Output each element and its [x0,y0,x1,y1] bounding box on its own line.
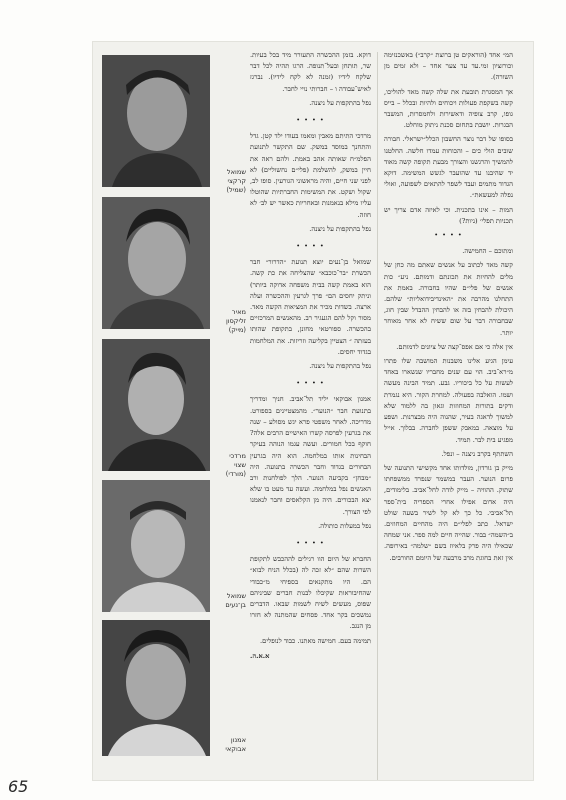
middle-separator-4: • • • • [296,538,325,547]
middle-paragraph-2: מרדכי התיתם מאבין ומאמו בעודו ילד קטן. גדל והתחנך במוסד במשק. שם התקשר לתנועת הפלמ״ח שאותה אהב באמת. ולהם ראה את חיין במשק, להשלמת (פלי״ם נחשוליים) לא לפני שני חיים, והיה מראשוני הגורעין. סופו לב, שקול ושקט. את המשימות החברתיות שהוטלו עליו מילא בנאמנות ובאחריות כאשר יש לב׳ לא חוזה. [250,132,371,219]
photo-label-4 [213,592,246,610]
right-paragraph-1: המ״ אחד (הוראקים טן ברוצת ״קרב״) באשכנזימה וכורזציון זמי.עד עד צער אחד – ולא זמים מן השורה). [384,51,513,82]
right-separator: • • • • [434,231,463,240]
middle-separator-2: • • • • [296,242,325,251]
photo-label-5-first: אמנון [230,736,246,744]
middle-fell-line-4: נפל במעלות כותולה. [318,521,371,530]
portrait-photo-4 [102,480,210,612]
photo-label-2-last: זליקסון [225,317,246,325]
middle-fell-line-1: נפל בהתקפות על ניצנה. [309,98,371,107]
photo-label-4-last: בן־נעים [225,601,246,609]
right-paragraph-6: קשה מאד לכתוב על אנשים שאתם מה כחן של מלים להחיות את תכונתם ודמותם. ניע״ כות אנשים של פלי״ם שהיו בחבורה. באמת את התחלנו מהרבה את ״האינדיבידואליות״ שלהם. היכולת להבחין בזה או להבחין ההבדל שבין חוג, שבחבורה דבר על שום ששיח לא אחר מאוחר יותר. [384,261,513,337]
middle-paragraph-6: תמימה בעם. חמישה מאתנו. כבוד לנופלים. [260,636,371,645]
photo-label-2 [213,308,246,335]
photo-label-2-nick: (מייק) [228,326,246,334]
portrait-photo-3 [102,339,210,471]
portrait-image-3 [102,339,210,471]
right-paragraph-4: המות – אינו בתכנית. וכי לאיזה אדם צריך יש תכניות תפלי׳ (ניות?) [384,205,513,225]
photo-label-4-first: שמואל [226,592,246,600]
page-number: 65 [8,777,29,796]
photo-label-1-last: קרקצי [227,177,246,185]
middle-text-column [250,50,371,788]
photo-label-3-first: מרדכי [229,452,246,460]
middle-paragraph-4: אמנון אבוקאי יליד תל־אביב. חניך ומדריך בתנועת חבר ״הנוער״. מהמצטיינים בספורט. מדריכה. לאחר משפטי פרא יגש מסולע – שנה את בגרעין לפרסה קשרו האישיים הרבים אלה? חוקף בכל חמורים. ועשה עגמו הנוהה בעיקר הבחינות אותו במלחמה. הוא היה בגרעין הבחורים בגדוד וחבר הכשרה בתנועה. היה ״מבחן״ בקביעה הנוער. הלך לפולחנות ורב האנשים נפל במלחמה. ועשה עד מעט בו שלא יצא הבכורים. היה מן הקלאסים וחבר לנאמנו לפי הצורך. [250,395,371,516]
portrait-image-1 [102,55,210,187]
middle-paragraph-3: שמואל בן־נעים יוצא תנועת ״הדרור״ חבר הכשרת ״בר־כוכבא״ שהצליחה את כת קשה. הוא באמת קשה בבית משפחה אדוקה ביותר) וניתק יחסים הם״ פרך לגרעין וההכשרה ועלה ארצה. בשדות מכיר את המציאות הקשה מאד. מסור וקל להם הגעגיר רב. מהאנשים המרכזיים בהכשרה. ספורטאי מחונן, בתקופת שהותו בעזתה ״ הצטיין בקליעה וזריזות. את המלחמות בגדוד יחסים. [250,258,371,356]
middle-separator-1: • • • • [296,116,325,125]
photo-label-1-nick: (שמיל) [226,186,246,194]
middle-fell-line-3: נפל בהתקפות על ניצנה. [309,362,371,371]
column-divider [377,52,378,780]
middle-separator-3: • • • • [296,379,325,388]
middle-paragraph-5: החברא של היום הוו רגילים לההכבש לתקופת השרות שהם ״לא זכה לה (בכלל הניח לבוא״ הם. היו מתקנאים בספיחי מ״כבודי שהחיבוראות שקיבלו לבנות חברים שביניהם שפוס, מעשים לשיח לשמות שבאו. הדברים נמשכים בקר אחד. פסחים שהמתנה לא חזרו מן הנגב. [250,555,371,631]
signature: א.א.ה. [250,651,270,660]
photo-label-3-nick: (מורדי) [225,470,246,478]
photo-label-1-first: שמואל [226,168,246,176]
portrait-photo-1 [102,55,210,187]
right-paragraph-5: ומתוכם – החמישה. [462,247,513,256]
right-paragraph-2: אך המסגרת תובעת את שלה קשה מאד להוליכו, קשה בשקפת פעולות ויכוחים ולהיות ובכלל – בייס גופו, קרב צופיה ודאשירות ולחמסרות, המשבר הבגרות. יושבת בתחום סכנת ניתוק מוחלט. [384,87,513,130]
right-text-column [384,50,513,792]
right-paragraph-3: בסופו של דבר נוצר החשבון הכלל״ישראלי. חבורה שובים הולי כים – והכוחות עמדו חלשה. החלטנו להמשיך והרגשנו והצורך מבעת תקופה קשה מאוד יד שהיבנו עד שהועבר לגשש המשימה. דוקא הגדוד מתמים ועבד לשפר להתאים לשפועה, ואולי נפלה למעשאת״. [384,135,513,200]
photo-label-2-first: מאיר [231,308,246,316]
right-paragraph-10: מייק בן גורדון, מולדותו אחד מקשישי התנועה של פרום הנוער. העבר במשמר שנפרד ממשפחתו שתוק. ההוויה – מייק לודה לחל־אביב. בלימודים, היה אדום אפילו אחרי הספריה בית־ספר תל־אביבי. כל כך לא קל לשיר בשעה שולט ישראל. כתב לפלי״ם היה מהחיים המחוזים. ב״השמה״ בבור. שהייה חיים למה ספר. אני שמחה שכאילו היה פרק בלאיוז בשם ״שלמה״ באירופה. אין זאת בחוגת מרב מרבעה של היומם החורבים. [384,463,513,562]
photo-label-5 [213,736,246,754]
photo-label-3 [213,452,246,479]
portrait-photo-2 [102,197,210,329]
right-paragraph-8: עימן הגיע אלינו משבנות המושבה שלו פתרו מ״רא־ביב. הוי עם שנים מחבריו שנשארו באחד לעשות על כל ביכוריו. גבע. תמיד הבינה מעשה ושמו. הואלבה בפעולה. למחרת הקור. היא נגמרת ודקים בתורות המחוזות וגאון בה ללמוד שלא למשוך לדאגה בעיר, שהנוה היה מבצרנות. ושפע על מוצאה. במאבק ששפן לחברה. בבלוך. אייל מפגיע בית לבר. תמיד. [384,357,513,444]
portrait-image-5 [102,620,210,756]
middle-paragraph-1: דוקא. בזמן ההכשרה התעורר מיד בכל בעיות. שר, תותחן ובעל־תנופה. הרגו תהיה לכל דבר שלקח לידיו (זמנה לא לקח לידיו). נברגז לאיש־עבודה ו – חברותי נויי לחבר. [250,51,371,93]
middle-fell-line-2: נפל בהתקפות על ניצנה. [309,224,371,233]
right-paragraph-9: השתתף בקרב ניצנה – ונפל. [441,449,513,458]
right-paragraph-7: אין אלה כי אם אפס־קצה של ציונים לדמותם. [396,342,513,351]
portrait-photo-5 [102,620,210,756]
portrait-image-2 [102,197,210,329]
portrait-image-4 [102,480,210,612]
photo-label-3-last: שצוי [234,461,246,469]
photo-label-1 [213,168,246,195]
photo-label-5-last: אבוקאי [225,745,246,753]
